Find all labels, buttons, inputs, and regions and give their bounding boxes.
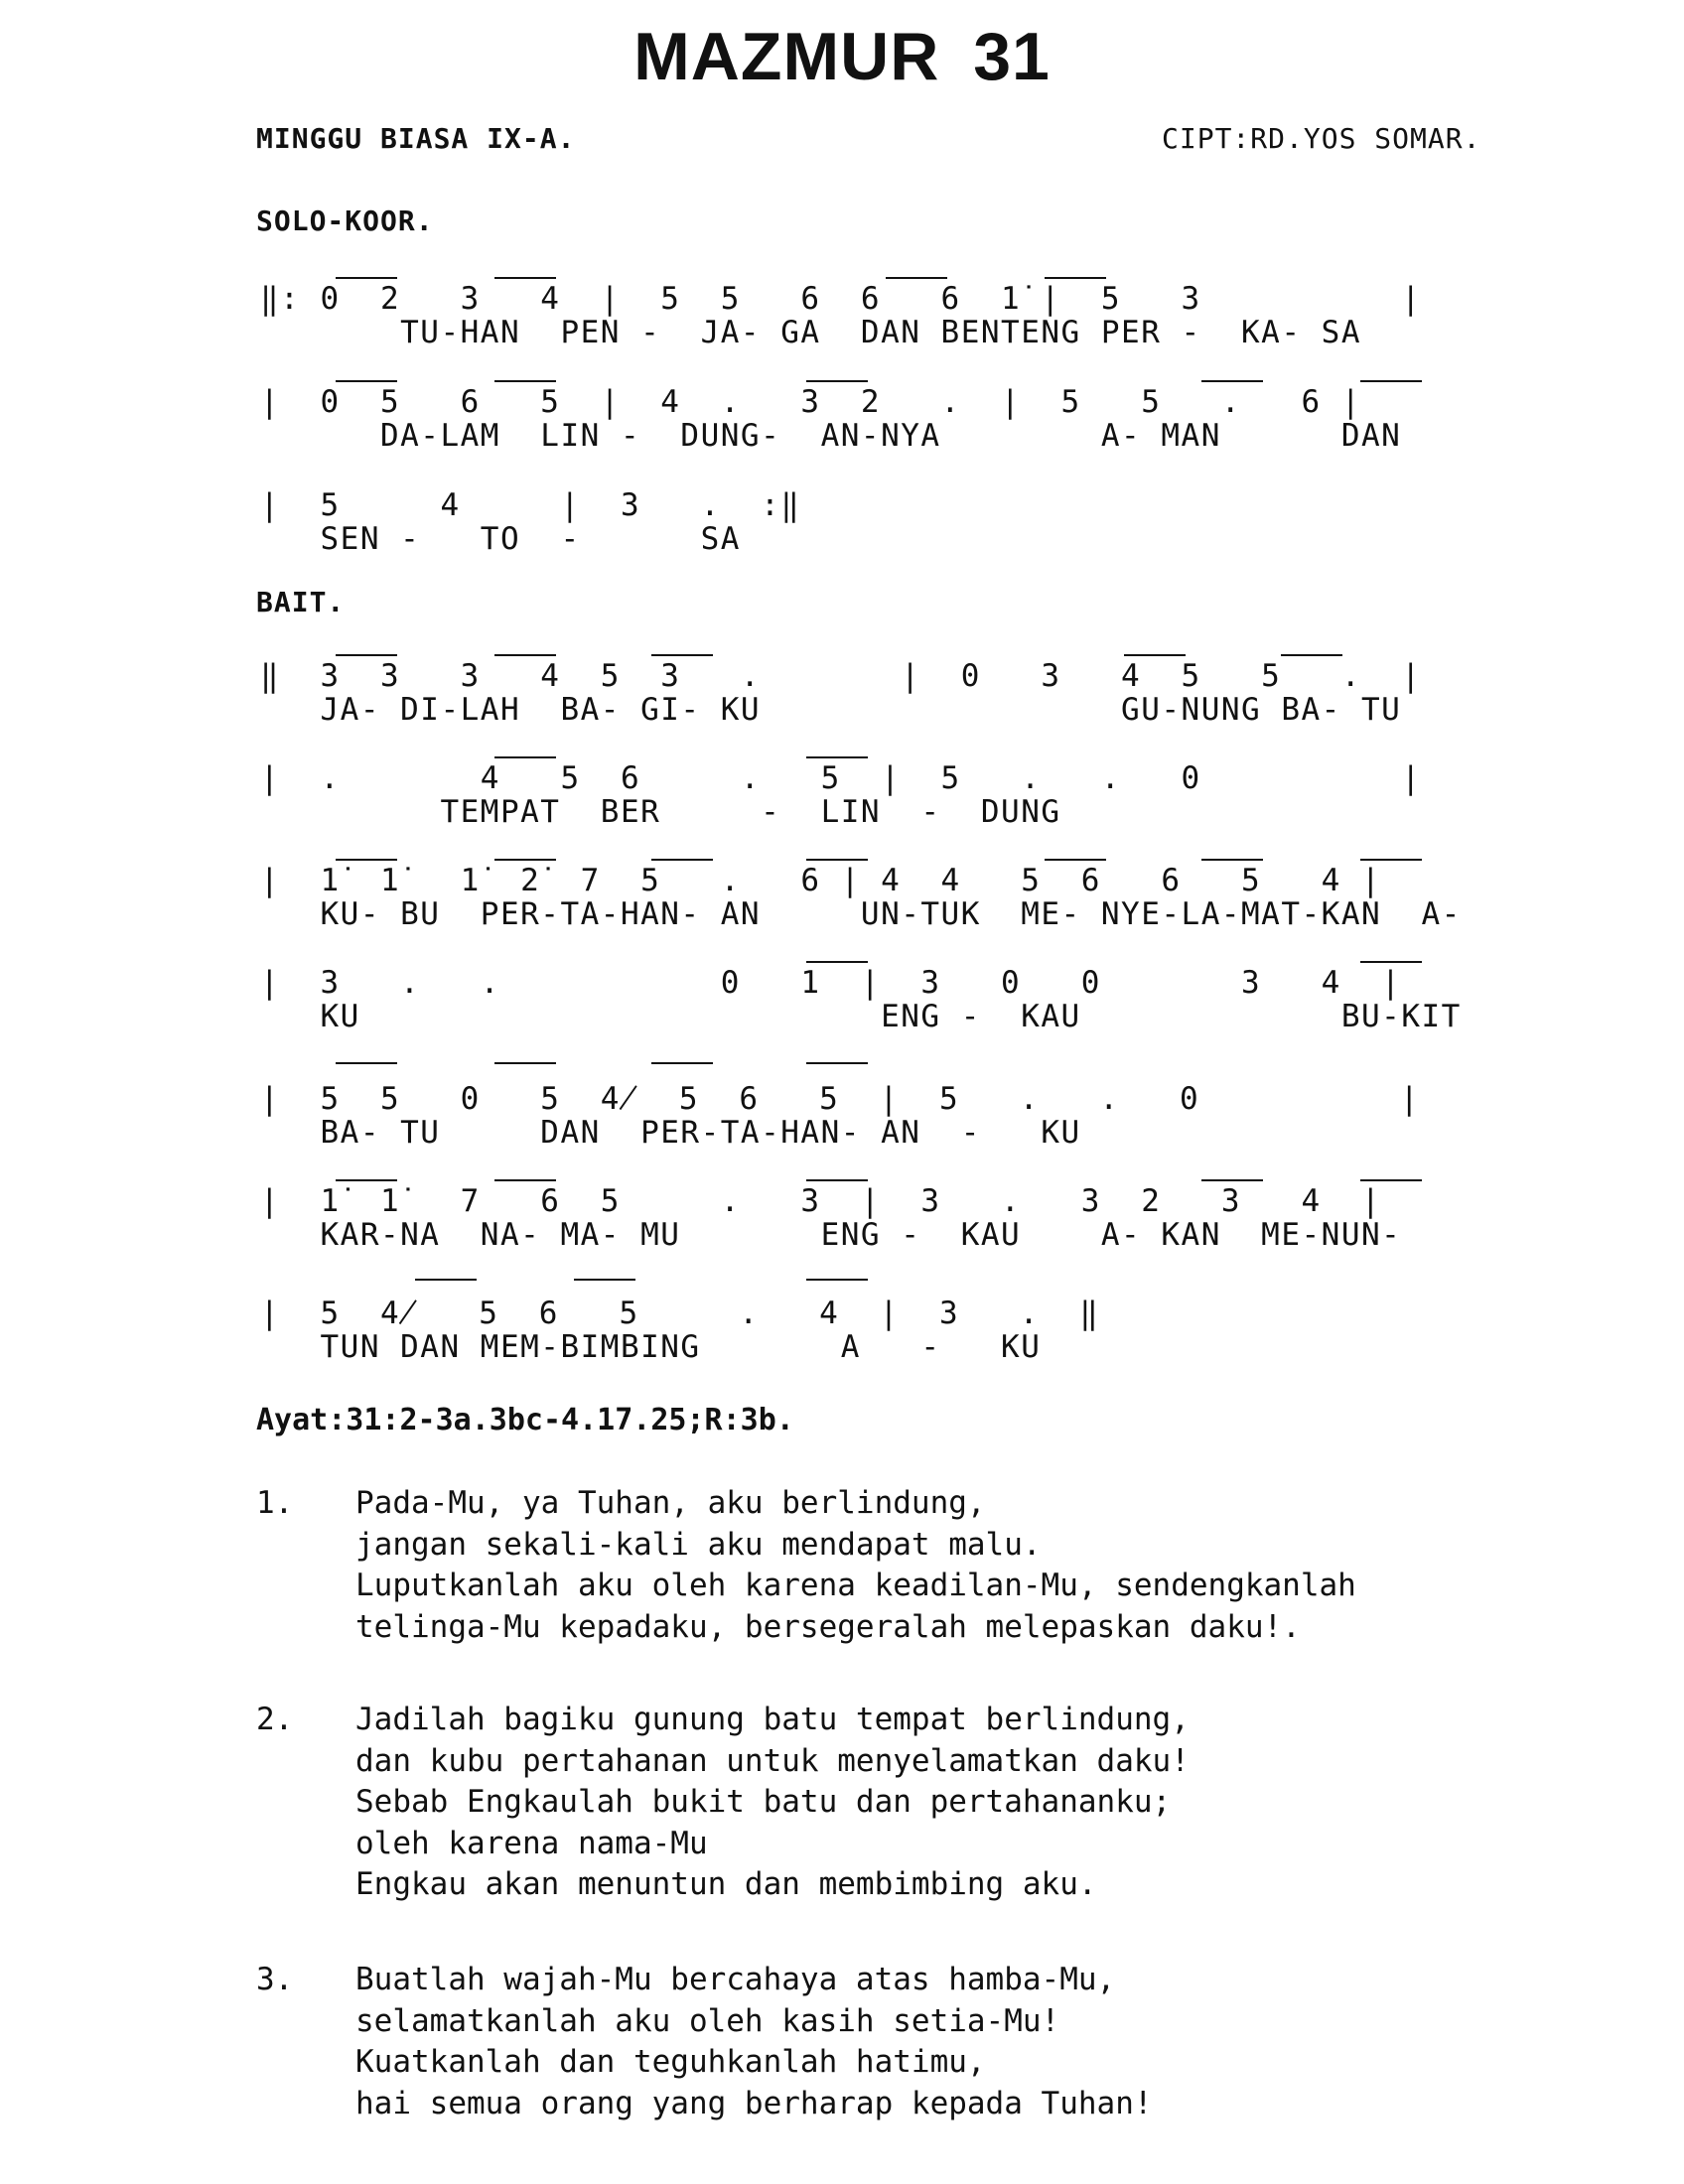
note-row: | . 4 5 6 . 5 | 5 . . 0 | bbox=[260, 760, 1422, 796]
beam-line bbox=[1281, 654, 1342, 656]
beam-line bbox=[806, 380, 868, 382]
beam-line bbox=[1201, 859, 1263, 861]
beam-line bbox=[651, 859, 713, 861]
beam-line bbox=[574, 1279, 635, 1281]
score-line bbox=[260, 1297, 1099, 1364]
note-row: | 3 . . 0 1 | 3 0 0 3 4 | bbox=[260, 965, 1402, 1001]
score-line bbox=[260, 1184, 1401, 1252]
beam-line bbox=[336, 859, 397, 861]
verse-line: Engkau akan menuntun dan membimbing aku. bbox=[355, 1866, 1097, 1902]
score-line bbox=[260, 488, 800, 556]
beam-line bbox=[1045, 277, 1106, 279]
verse-line: Buatlah wajah-Mu bercahaya atas hamba-Mu, bbox=[355, 1962, 1116, 1997]
beam-line bbox=[806, 859, 868, 861]
beam-line bbox=[806, 1062, 868, 1064]
beam-line bbox=[1045, 859, 1106, 861]
verse-line: hai semua orang yang berharap kepada Tuhan! bbox=[355, 2085, 1153, 2121]
score-line bbox=[260, 761, 1422, 829]
verse-heading: BAIT. bbox=[256, 586, 346, 618]
verse-number: 3. bbox=[256, 1962, 294, 1997]
beam-line bbox=[336, 1179, 397, 1181]
scripture-reference: Ayat:31:2-3a.3bc-4.17.25;R:3b. bbox=[256, 1403, 794, 1437]
verse-line: jangan sekali-kali aku mendapat malu. bbox=[355, 1526, 1042, 1563]
note-row: | 5 5 0 5 4̸ 5 6 5 | 5 . . 0 | bbox=[260, 1081, 1420, 1117]
verse-line: telinga-Mu kepadaku, bersegeralah melepaskan daku!. bbox=[355, 1608, 1301, 1645]
lyric-row: TUN DAN MEM-BIMBING A - KU bbox=[260, 1329, 1042, 1365]
note-row: | 5 4 | 3 . :‖ bbox=[260, 487, 801, 523]
verse-line: Kuatkanlah dan teguhkanlah hatimu, bbox=[355, 2044, 986, 2080]
beam-line bbox=[806, 1179, 868, 1181]
verse-line: oleh karena nama-Mu bbox=[355, 1825, 708, 1861]
beam-line bbox=[651, 654, 713, 656]
beam-line bbox=[1124, 654, 1186, 656]
verse-line: Pada-Mu, ya Tuhan, aku berlindung, bbox=[355, 1485, 986, 1521]
beam-line bbox=[415, 1279, 477, 1281]
lyric-row: JA- DI-LAH BA- GI- KU GU-NUNG BA- TU bbox=[260, 692, 1402, 728]
beam-line bbox=[806, 961, 868, 963]
beam-line bbox=[494, 654, 556, 656]
beam-line bbox=[1360, 961, 1422, 963]
beam-line bbox=[1360, 380, 1422, 382]
beam-line bbox=[494, 1062, 556, 1064]
subtitle: MINGGU BIASA IX-A. bbox=[256, 122, 576, 155]
verse-text bbox=[355, 1960, 1153, 2124]
page-title: MAZMUR 31 bbox=[633, 19, 1051, 94]
refrain-heading: SOLO-KOOR. bbox=[256, 205, 434, 237]
beam-line bbox=[336, 380, 397, 382]
beam-line bbox=[494, 1179, 556, 1181]
score-line bbox=[260, 385, 1401, 453]
beam-line bbox=[806, 1279, 868, 1281]
score-line bbox=[260, 659, 1422, 727]
beam-line bbox=[1360, 859, 1422, 861]
score-line bbox=[260, 1082, 1420, 1150]
beam-line bbox=[336, 654, 397, 656]
beam-line bbox=[494, 859, 556, 861]
verse-number: 1. bbox=[256, 1485, 294, 1521]
beam-line bbox=[336, 277, 397, 279]
beam-line bbox=[494, 380, 556, 382]
verse-text bbox=[355, 1700, 1190, 1906]
lyric-row: DA-LAM LIN - DUNG- AN-NYA A- MAN DAN bbox=[260, 418, 1402, 454]
beam-line bbox=[1201, 1179, 1263, 1181]
verse-line: dan kubu pertahanan untuk menyelamatkan daku! bbox=[355, 1742, 1190, 1779]
note-row: | 1̇ 1̇ 1̇ 2̇ 7 5 . 6 | 4 4 5 6 6 5 4 | bbox=[260, 863, 1382, 898]
lyric-row: KU- BU PER-TA-HAN- AN UN-TUK ME- NYE-LA-MAT-KAN A- bbox=[260, 896, 1462, 932]
lyric-row: SEN - TO - SA bbox=[260, 521, 741, 557]
beam-line bbox=[494, 756, 556, 758]
beam-line bbox=[336, 1062, 397, 1064]
beam-line bbox=[806, 756, 868, 758]
note-row: | 1̇ 1̇ 7 6 5 . 3 | 3 . 3 2 3 4 | bbox=[260, 1183, 1382, 1219]
verse-line: Sebab Engkaulah bukit batu dan pertahananku; bbox=[355, 1784, 1172, 1820]
note-row: | 0 5 6 5 | 4 . 3 2 . | 5 5 . 6 | bbox=[260, 384, 1361, 420]
lyric-row: BA- TU DAN PER-TA-HAN- AN - KU bbox=[260, 1115, 1081, 1151]
beam-line bbox=[1360, 1179, 1422, 1181]
composer-credit: CIPT:RD.YOS SOMAR. bbox=[1162, 122, 1481, 155]
note-row: | 5 4̸ 5 6 5 . 4 | 3 . ‖ bbox=[260, 1296, 1100, 1331]
beam-line bbox=[651, 1062, 713, 1064]
lyric-row: TU-HAN PEN - JA- GA DAN BENTENG PER - KA- SA bbox=[260, 315, 1361, 350]
score-line bbox=[260, 864, 1462, 931]
lyric-row: TEMPAT BER - LIN - DUNG bbox=[260, 794, 1061, 830]
note-row: ‖: 0 2 3 4 | 5 5 6 6 6 1̇ | 5 3 | bbox=[260, 281, 1422, 317]
verse-line: Luputkanlah aku oleh karena keadilan-Mu, sendengkanlah bbox=[355, 1568, 1356, 1603]
verse-number: 2. bbox=[256, 1702, 294, 1737]
score-line bbox=[260, 282, 1422, 349]
lyric-row: KAR-NA NA- MA- MU ENG - KAU A- KAN ME-NUN- bbox=[260, 1217, 1402, 1253]
lyric-row: KU ENG - KAU BU-KIT bbox=[260, 999, 1462, 1034]
verse-text bbox=[355, 1483, 1356, 1648]
beam-line bbox=[1201, 380, 1263, 382]
verse-line: selamatkanlah aku oleh kasih setia-Mu! bbox=[355, 2002, 1060, 2039]
note-row: ‖ 3 3 3 4 5 3 . | 0 3 4 5 5 . | bbox=[260, 658, 1422, 694]
beam-line bbox=[886, 277, 947, 279]
score-line bbox=[260, 966, 1462, 1033]
verse-line: Jadilah bagiku gunung batu tempat berlindung, bbox=[355, 1702, 1190, 1737]
beam-line bbox=[494, 277, 556, 279]
